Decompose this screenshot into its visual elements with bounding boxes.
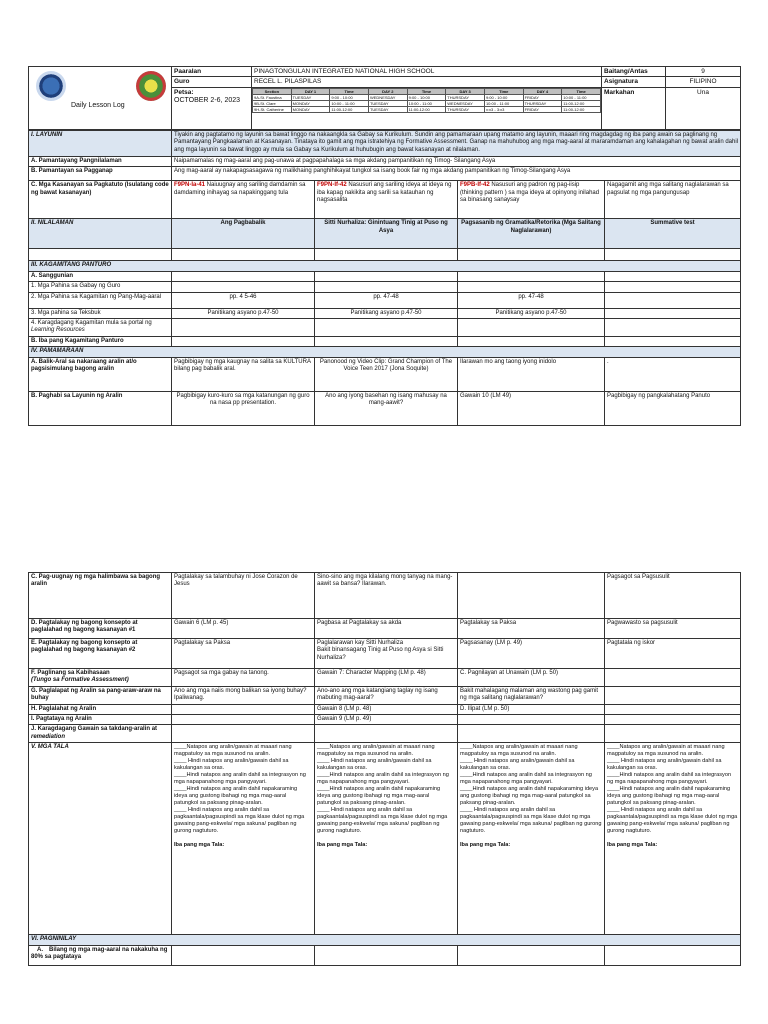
schedule-cell: 9H-St. Catherine (253, 106, 292, 112)
paaralan-label: Paaralan (172, 67, 252, 77)
row-label (29, 725, 172, 743)
row-label (29, 686, 172, 704)
row-day1-cell: Pagsagot sa mga gabay na tanong. (172, 669, 315, 687)
row-day1-cell (172, 715, 315, 725)
schedule-cell: FRIDAY (523, 106, 562, 112)
lesson-row (29, 715, 741, 725)
kasanayan-text: Nasusuri ang padron ng pag-iisip (thinking pattern ) sa mga ideya at opinyong inilahad sa binasang sanaysay (460, 182, 600, 204)
row-day1-cell (172, 704, 315, 714)
remark-item: ____Hindi natapos ang aralin dahil sa integrasyon ng mga napapanahong mga pangyayari. (460, 772, 592, 786)
header-table (28, 66, 741, 130)
pamantayan-pagganap-label: B. Pamantayan sa Pagganap (29, 167, 172, 181)
iba-pang-tala: Iba pang mga Tala: (607, 842, 658, 849)
schedule-cell: 9:00 - 10:00 (484, 94, 523, 100)
schedule-cell: x:x3 - 3:x3 (484, 106, 523, 112)
row-day3-cell: Bakit mahalagang malaman ang wastong pag gamit ng mga salitang naglalarawan? (458, 686, 605, 704)
learning-resources-text: Learning Resources (31, 327, 85, 334)
row-day2-cell: Pagbasa at Pagtalakay sa akda (315, 619, 458, 639)
asignatura-label: Asignatura (602, 77, 666, 87)
schedule-cell: DAY 2 (368, 88, 407, 94)
empty-cell (605, 336, 741, 346)
remark-item: ____ Hindi natapos ang aralin/gawain dahil sa kakulangan sa oras. (174, 758, 289, 772)
remark-item: ____ Hindi natapos ang aralin dahil sa pagkaantala/pagsuspindi sa mga klase dulot ng mga gawaing pang-eskwela/ mga sakuna/ pagliban ng gurong nagtuturo. (460, 807, 602, 835)
row-day1-cell: Pagtalakay sa Paksa (172, 639, 315, 669)
empty-cell (605, 249, 741, 261)
kagamitan-mag-aaral-day2: pp. 47-48 (315, 292, 458, 308)
row-day3-cell (458, 725, 605, 743)
nilalaman-label: II. NILALAMAN (29, 219, 172, 249)
petsa-value: OCTOBER 2-6, 2023 (174, 97, 241, 105)
schedule-cell: Section (253, 88, 292, 94)
empty-cell (172, 319, 315, 337)
pagninilay-a-text: Bilang ng mga mag-aaral na nakakuha ng 80% sa pagtataya (31, 946, 168, 961)
row-day4-cell (605, 669, 741, 687)
balik-aral-day2: Panonood ng Video Clip: Grand Champion of The Voice Teen 2017 (Jona Soquite) (315, 357, 458, 391)
schedule-cell: THURSDAY (446, 94, 485, 100)
lesson-table-part-two (28, 572, 741, 966)
nilalaman-day3: Pagsasanib ng Gramatika/Retorika (Mga Salitang Naglalarawan) (458, 219, 605, 249)
teksbuk-label: 3. Mga pahina sa Teksbuk (29, 308, 172, 318)
row-day4-cell (605, 686, 741, 704)
row-day2-cell: Sino-sino ang mga kilalang mong tanyag na mang-aawit sa bansa? Ilarawan. (315, 573, 458, 619)
remarks-list (174, 744, 312, 835)
row-day2-cell: Gawain 7: Character Mapping (LM p. 48) (315, 669, 458, 687)
empty-cell (458, 336, 605, 346)
remark-item: ____ Hindi natapos ang aralin/gawain dahil sa kakulangan sa oras. (460, 758, 575, 772)
kagamitan-label: III. KAGAMITANG PANTURO (29, 261, 741, 271)
row-label-text: E. Pagtalakay ng bagong konsepto at paglalahad ng bagong kasanayan #2 (31, 640, 138, 654)
schedule-cell: WEDNESDAY (368, 94, 407, 100)
nilalaman-day1: Ang Pagbabalik (172, 219, 315, 249)
remark-item: ____Hindi natapos ang aralin dahil napakaraming ideya ang gustong ibahagi ng mga mag-aaral patungkol sa paksang pinag-aralan. (607, 786, 731, 807)
schedule-cell: 11:00-12:00 (330, 106, 369, 112)
iba-pang-kagamitan-label: B. Iba pang Kagamitang Panturo (29, 336, 172, 346)
schedule-cell: WEDNESDAY (446, 100, 485, 106)
petsa-label: Petsa: (174, 88, 194, 96)
remark-item: ____Natapos ang aralin/gawain at maaari nang magpatuloy sa mga susunod na aralin. (174, 744, 292, 758)
row-day1-cell: Gawain 6 (LM p. 45) (172, 619, 315, 639)
schedule-cell: Time (330, 88, 369, 94)
schedule-cell: TUESDAY (368, 106, 407, 112)
school-seal-logo (136, 71, 166, 101)
remarks-list (607, 744, 738, 835)
deped-seal-logo (36, 71, 66, 101)
row-day1-cell (172, 725, 315, 743)
row-day1-cell: Ano ang mga naiis mong balikan sa iyong buhay? Ipaliwanag. (172, 686, 315, 704)
karagdagang-kagamitan-text: 4. Karagdagang Kagamitan mula sa portal ng (31, 320, 152, 327)
row-day4-cell: Pagwawasto sa pagsusulit (605, 619, 741, 639)
schedule-cell: TUESDAY (368, 100, 407, 106)
page-title: Daily Lesson Log (71, 102, 125, 109)
paghabi-day1: Pagbibigay kuro-kuro sa mga katanungan ng guro na nasa pp presentation. (172, 391, 315, 425)
row-label-subtext: remediation (31, 733, 66, 740)
schedule-cell (252, 87, 602, 129)
schedule-cell: MONDAY (291, 100, 330, 106)
layunin-label: I. LAYUNIN (29, 131, 172, 157)
kasanayan-text: Nagagamit ang mga salitang naglalarawan sa pagsulat ng mga pangungusap (607, 182, 729, 196)
row-label (29, 669, 172, 687)
kasanayan-code: F9PB-If-42 (460, 182, 490, 189)
lesson-row (29, 669, 741, 687)
schedule-cell: Time (562, 88, 601, 94)
row-label (29, 639, 172, 669)
schedule-cell: 9:00 - 10:00 (330, 94, 369, 100)
kasanayan-code: F9PN-If-42 (317, 182, 347, 189)
teksbuk-day1: Panitikang asyano p.47-50 (172, 308, 315, 318)
empty-cell (605, 271, 741, 281)
schedule-cell: DAY 4 (523, 88, 562, 94)
kasanayan-text: Naiuugnay ang sariling damdamin sa damdaming inihayag sa napakinggang tula (174, 182, 306, 196)
schedule-cell: FRIDAY (523, 94, 562, 100)
layunin-text: Tiyakin ang pagtatamo ng layunin sa bawat linggo na nakaangkla sa Gabay sa Kurikulum. Sundin ang pamamaraan upang matamo ang layunin, maaari ring magdagdag ng iba pang awain sa paglinang ng Pamantayang Pangkaalaman at Kasanayan. Tinataya ito gamit ang mga istratehiya ng Formative Assessment. Ganap na mahuhubog ang mga mag-aaral at mararamdaman ang kahalagahan ng bawat aralin dahil ang mga layunin sa bawat linggo ay mula sa Gabay sa Kurikulum at huhubugin ang bawat kasanayan at nilalaman. (172, 131, 741, 157)
remark-item: ____Natapos ang aralin/gawain at maaari nang magpatuloy sa mga susunod na aralin. (317, 744, 435, 758)
schedule-cell: THURSDAY (523, 100, 562, 106)
lesson-row (29, 725, 741, 743)
remark-item: ____ Hindi natapos ang aralin dahil sa pagkaantala/pagsuspindi sa mga klase dulot ng mga gawaing pang-eskwela/ mga sakuna/ pagliban ng gurong nagtuturo. (607, 807, 738, 835)
row-day3-cell (458, 715, 605, 725)
empty-cell (29, 249, 172, 261)
row-label-subtext: (Tungo sa Formative Assessment) (31, 677, 129, 684)
kagamitan-mag-aaral-day3: pp. 47-48 (458, 292, 605, 308)
row-day2-cell: Paglalarawan kay Sitti Nurhaliza Bakit binansagang Tinig at Puso ng Asya si Sitti Nurhaliza? (315, 639, 458, 669)
lesson-table-part-one (28, 130, 741, 426)
page-two (28, 572, 740, 966)
row-day2-cell: Gawain 9 (LM p. 49) (315, 715, 458, 725)
schedule-cell: 11:00-12:00 (562, 100, 601, 106)
pagninilay-a-letter: A. (37, 946, 43, 953)
mga-tala-label: V. MGA TALA (29, 743, 172, 935)
empty-cell (458, 249, 605, 261)
lesson-row (29, 686, 741, 704)
row-label-text: C. Pag-uugnay ng mga halimbawa sa bagong aralin (31, 574, 161, 588)
empty-cell (172, 271, 315, 281)
schedule-cell: Time (484, 88, 523, 94)
paghabi-day3: Gawain 10 (LM 49) (458, 391, 605, 425)
guro-value: RECEL L. PILASPILAS (252, 77, 602, 87)
pamantayan-pagganap-text: Ang mag-aaral ay nakapagsasagawa ng malikhaing panghihikayat tungkol sa isang book fair ng mga akdang pampanitikan ng Timog-Silangang Asya (172, 167, 741, 181)
remark-item: ____Hindi natapos ang aralin dahil sa integrasyon ng mga napapanahong mga pangyayari. (174, 772, 306, 786)
balik-aral-day4: . (605, 357, 741, 391)
balik-aral-day3: Ilarawan mo ang taong iyong inidolo (458, 357, 605, 391)
lesson-row (29, 619, 741, 639)
balik-aral-label: A. Balik-Aral sa nakaraang aralin at/o pagsisimulang bagong aralin (29, 357, 172, 391)
row-day4-cell (605, 715, 741, 725)
remarks-list (317, 744, 455, 835)
guro-label: Guro (172, 77, 252, 87)
row-day2-cell: Gawain 8 (LM p. 48) (315, 704, 458, 714)
header-logo-cell (29, 67, 172, 130)
teksbuk-day4 (605, 308, 741, 318)
iba-pang-tala: Iba pang mga Tala: (317, 842, 368, 849)
row-label (29, 619, 172, 639)
row-day2-cell (315, 725, 458, 743)
row-label-text: F. Paglinang sa Kabihasaan (31, 670, 110, 676)
asignatura-value: FILIPINO (666, 77, 741, 87)
row-day3-cell (458, 573, 605, 619)
empty-cell (172, 945, 315, 965)
row-label-text: I. Pagtataya ng Aralin (31, 716, 92, 723)
empty-cell (458, 282, 605, 292)
kasanayan-day2 (315, 181, 458, 219)
sanggunian-label: A. Sanggunian (29, 271, 172, 281)
kasanayan-label: C. Mga Kasanayan sa Pagkatuto (Isulatang code ng bawat kasanayan) (29, 181, 172, 219)
petsa-cell (172, 87, 252, 129)
remark-item: ____Hindi natapos ang aralin dahil napakaraming ideya ang gustong ibahagi ng mga mag-aaral patungkol sa paksang pinag-aralan. (460, 786, 599, 807)
empty-cell (315, 945, 458, 965)
paghabi-label: B. Paghabi sa Layunin ng Aralin (29, 391, 172, 425)
baitang-value: 9 (666, 67, 741, 77)
kasanayan-text: Nasusuri ang sariling ideya at ideya ng iba kapag nakikita ang sarili sa katauhan ng nagsasalita (317, 182, 452, 204)
remark-item: ____Natapos ang aralin/gawain at maaari nang magpatuloy sa mga susunod na aralin. (607, 744, 725, 758)
schedule-table (252, 88, 601, 113)
balik-aral-day1: Pagbibigay ng mga kaugnay na salita sa KULTURA bilang pag babalik aral. (172, 357, 315, 391)
pagninilay-a-label (29, 945, 172, 965)
pagninilay-label: VI. PAGNINILAY (29, 935, 741, 945)
schedule-cell: TUESDAY (291, 94, 330, 100)
empty-cell (458, 271, 605, 281)
nilalaman-day4: Summative test (605, 219, 741, 249)
mga-tala-day3 (458, 743, 605, 935)
schedule-cell: 11:00-12:00 (562, 106, 601, 112)
empty-cell (458, 945, 605, 965)
schedule-cell: 10:00 - 11:00 (562, 94, 601, 100)
schedule-cell: 10:00 - 11:00 (330, 100, 369, 106)
lesson-row (29, 704, 741, 714)
remark-item: ____Hindi natapos ang aralin dahil napakaraming ideya ang gustong ibahagi ng mga mag-aaral patungkol sa paksang pinag-aralan. (174, 786, 298, 807)
row-label (29, 573, 172, 619)
markahan-label: Markahan (602, 87, 666, 129)
empty-cell (458, 319, 605, 337)
schedule-cell: 9A-St. Faustina (253, 94, 292, 100)
row-day4-cell (605, 704, 741, 714)
row-day3-cell: C. Pagnilayan at Unawain (LM p. 50) (458, 669, 605, 687)
row-day3-cell: Pagtalakay sa Paksa (458, 619, 605, 639)
schedule-cell: 9:00 - 10:00 (407, 94, 446, 100)
kagamitan-mag-aaral-label: 2. Mga Pahina sa Kagamitan ng Pang-Mag-aaral (29, 292, 172, 308)
markahan-value: Una (666, 87, 741, 129)
remark-item: ____Hindi natapos ang aralin dahil napakaraming ideya ang gustong ibahagi ng mga mag-aaral patungkol sa paksang pinag-aralan. (317, 786, 441, 807)
schedule-cell: 10:00 - 11:00 (407, 100, 446, 106)
remark-item: ____Hindi natapos ang aralin dahil sa integrasyon ng mga napapanahong mga pangyayari. (317, 772, 449, 786)
schedule-cell: MONDAY (291, 106, 330, 112)
remark-item: ____ Hindi natapos ang aralin/gawain dahil sa kakulangan sa oras. (317, 758, 432, 772)
kagamitan-mag-aaral-day4 (605, 292, 741, 308)
remark-item: ____ Hindi natapos ang aralin dahil sa pagkaantala/pagsuspindi sa mga klase dulot ng mga gawaing pang-eskwela/ mga sakuna/ pagliban ng gurong nagtuturo. (174, 807, 305, 835)
empty-cell (605, 319, 741, 337)
schedule-cell: DAY 3 (446, 88, 485, 94)
empty-cell (315, 271, 458, 281)
empty-cell (605, 945, 741, 965)
row-label-text: G. Paglalapat ng Aralin sa pang-araw-araw na buhay (31, 687, 161, 702)
mga-tala-day1 (172, 743, 315, 935)
empty-cell (172, 282, 315, 292)
pamamaraan-label: IV. PAMAMARAAN (29, 347, 741, 357)
schedule-cell: 9B-St. Clare (253, 100, 292, 106)
remark-item: ____Natapos ang aralin/gawain at maaari nang magpatuloy sa mga susunod na aralin. (460, 744, 578, 758)
empty-cell (315, 282, 458, 292)
paghabi-day4: Pagbibigay ng pangkalahatang Panuto (605, 391, 741, 425)
empty-cell (315, 336, 458, 346)
row-day4-cell: Pagtatala ng iskor (605, 639, 741, 669)
pamantayang-pangnilalaman-text: Naipamamalas ng mag-aaral ang pag-unawa at pagpapahalaga sa mga akdang pampanitikan ng Timog- Silangang Asya (172, 157, 741, 167)
row-day1-cell: Pagtalakay sa talambuhay ni Jose Corazon de Jesus (172, 573, 315, 619)
row-day3-cell: Pagsasanay (LM p. 49) (458, 639, 605, 669)
teksbuk-day2: Panitikang asyano p.47-50 (315, 308, 458, 318)
remarks-list (460, 744, 602, 835)
nilalaman-day2: Sitti Nurhaliza: Ginintuang Tinig at Puso ng Asya (315, 219, 458, 249)
empty-cell (315, 319, 458, 337)
row-day4-cell: Pagsagot sa Pagsusulit (605, 573, 741, 619)
teksbuk-day3: Panitikang asyano p.47-50 (458, 308, 605, 318)
kasanayan-code: F9PN-Ia-41 (174, 182, 206, 189)
row-label-text: J. Karagdagang Gawain sa takdang-aralin at (31, 726, 158, 733)
kasanayan-day4 (605, 181, 741, 219)
row-label (29, 704, 172, 714)
empty-cell (172, 336, 315, 346)
row-day3-cell: D. Ilipat (LM p. 50) (458, 704, 605, 714)
pamantayang-pangnilalaman-label: A. Pamantayang Pangnilalaman (29, 157, 172, 167)
empty-cell (172, 249, 315, 261)
row-day2-cell: Ano-ano ang mga katangiang taglay ng isang mabuting mag-aaral? (315, 686, 458, 704)
baitang-label: Baitang/Antas (602, 67, 666, 77)
mga-tala-day4 (605, 743, 741, 935)
row-label-text: H. Paglalahat ng Aralin (31, 705, 97, 712)
gabay-guro-label: 1. Mga Pahina sa Gabay ng Guro (29, 282, 172, 292)
schedule-cell: Time (407, 88, 446, 94)
karagdagang-kagamitan-label (29, 319, 172, 337)
remark-item: ____ Hindi natapos ang aralin/gawain dahil sa kakulangan sa oras. (607, 758, 722, 772)
row-label-text: D. Pagtalakay ng bagong konsepto at paglalahad ng bagong kasanayan #1 (31, 620, 138, 634)
schedule-cell: THURSDAY (446, 106, 485, 112)
iba-pang-tala: Iba pang mga Tala: (174, 842, 225, 849)
kasanayan-day1 (172, 181, 315, 219)
schedule-cell: 11:00-12:00 (407, 106, 446, 112)
schedule-cell: DAY 1 (291, 88, 330, 94)
remark-item: ____Hindi natapos ang aralin dahil sa integrasyon ng mga napapanahong mga pangyayari. (607, 772, 732, 786)
schedule-cell: 10:00 - 11:00 (484, 100, 523, 106)
iba-pang-tala: Iba pang mga Tala: (460, 842, 511, 849)
empty-cell (315, 249, 458, 261)
empty-cell (605, 282, 741, 292)
remark-item: ____ Hindi natapos ang aralin dahil sa pagkaantala/pagsuspindi sa mga klase dulot ng mga gawaing pang-eskwela/ mga sakuna/ pagliban ng gurong nagtuturo. (317, 807, 448, 835)
lesson-row (29, 639, 741, 669)
mga-tala-day2 (315, 743, 458, 935)
page-one (28, 66, 740, 426)
paaralan-value: PINAGTONGULAN INTEGRATED NATIONAL HIGH SCHOOL (252, 67, 602, 77)
row-label (29, 715, 172, 725)
row-day4-cell (605, 725, 741, 743)
schedule-row (253, 106, 601, 112)
lesson-row (29, 573, 741, 619)
paghabi-day2: Ano ang iyong basehan ng isang mahusay na mang-aawit? (315, 391, 458, 425)
kagamitan-mag-aaral-day1: pp. 4 5-46 (172, 292, 315, 308)
kasanayan-day3 (458, 181, 605, 219)
